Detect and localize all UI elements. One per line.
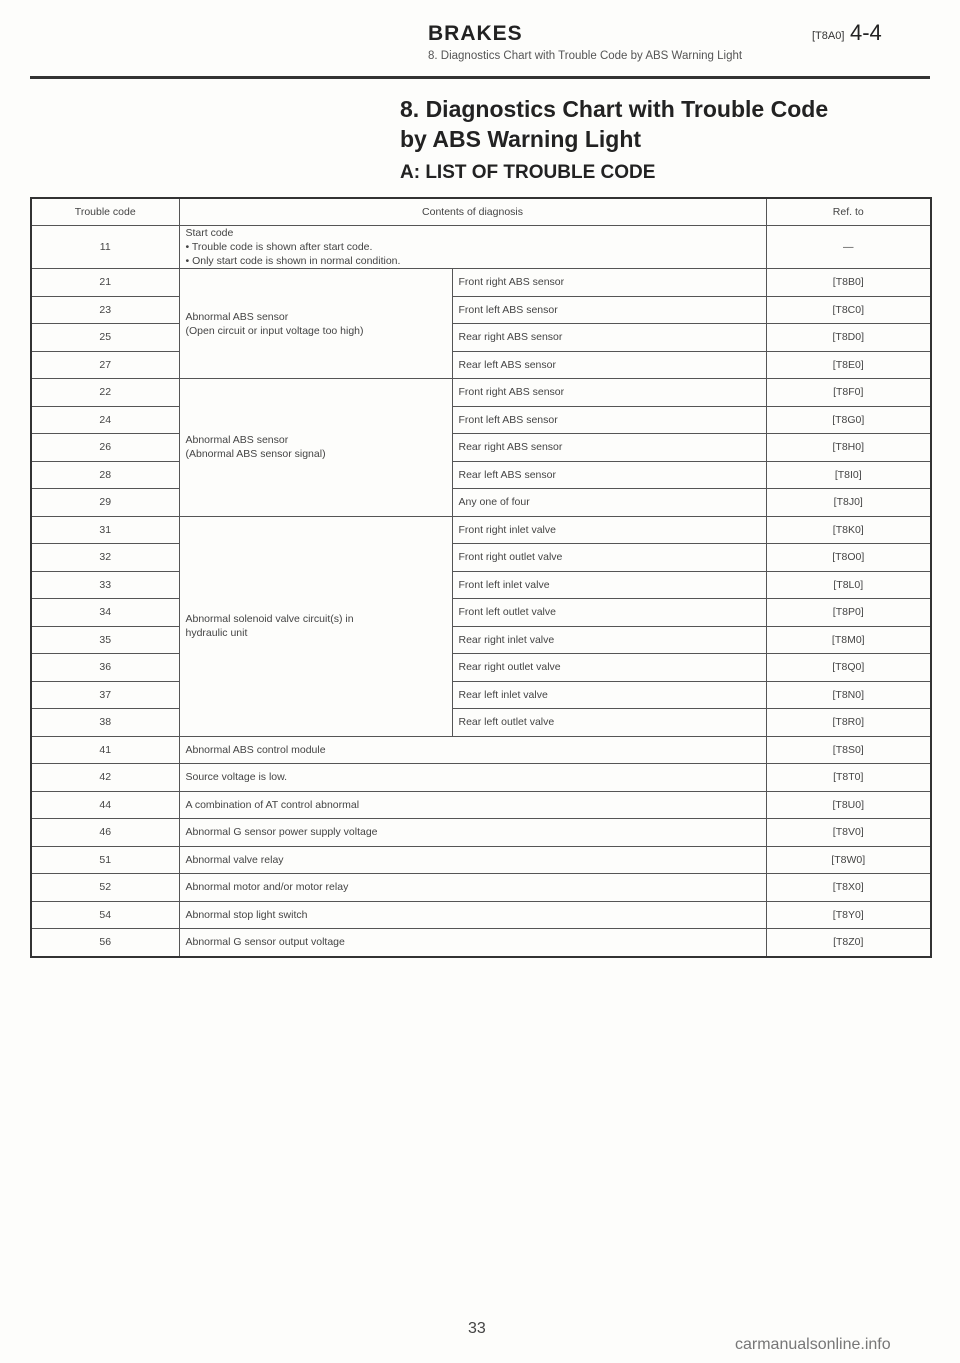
- ref-to: [T8S0]: [766, 736, 931, 764]
- ref-to: [T8D0]: [766, 324, 931, 352]
- group-contents-line: Abnormal ABS sensor: [185, 434, 289, 447]
- diagnosis-item: Front left ABS sensor: [452, 296, 766, 324]
- group-contents: [179, 516, 452, 736]
- ref-to: [T8Z0]: [766, 929, 931, 957]
- ref-to: [T8M0]: [766, 626, 931, 654]
- table-row: [31, 846, 931, 874]
- trouble-code: 38: [31, 709, 179, 737]
- table-row: [31, 379, 931, 407]
- diagnosis-item: Rear right inlet valve: [452, 626, 766, 654]
- trouble-code: 24: [31, 406, 179, 434]
- diagnosis-item: Rear right ABS sensor: [452, 324, 766, 352]
- diagnosis-contents: Abnormal G sensor output voltage: [179, 929, 766, 957]
- table-row: [31, 489, 931, 517]
- diagnosis-item: Front right inlet valve: [452, 516, 766, 544]
- page-number: 33: [468, 1320, 486, 1337]
- trouble-code: 52: [31, 874, 179, 902]
- ref-to: [T8Y0]: [766, 901, 931, 929]
- table-header-row: [31, 198, 931, 226]
- ref-to: [T8N0]: [766, 681, 931, 709]
- table-row: [31, 351, 931, 379]
- header-rule: [30, 76, 930, 79]
- trouble-code: 54: [31, 901, 179, 929]
- table-row: [31, 929, 931, 957]
- trouble-code: 35: [31, 626, 179, 654]
- header-title: BRAKES: [428, 22, 523, 45]
- table-row: [31, 709, 931, 737]
- trouble-code: 22: [31, 379, 179, 407]
- trouble-code: 56: [31, 929, 179, 957]
- ref-to: [T8K0]: [766, 516, 931, 544]
- table-row: [31, 406, 931, 434]
- header-trouble-code: Trouble code: [31, 198, 179, 226]
- trouble-code: 28: [31, 461, 179, 489]
- table-row: [31, 654, 931, 682]
- group-contents-line: Abnormal solenoid valve circuit(s) in: [185, 613, 354, 625]
- page-header: [0, 18, 960, 88]
- ref-to: [T8L0]: [766, 571, 931, 599]
- ref-to: [T8P0]: [766, 599, 931, 627]
- ref-to: [T8G0]: [766, 406, 931, 434]
- diagnosis-item: Rear left ABS sensor: [452, 351, 766, 379]
- table-row: [31, 226, 931, 269]
- table-row: [31, 599, 931, 627]
- table-row: [31, 736, 931, 764]
- diagnosis-item: Front left inlet valve: [452, 571, 766, 599]
- ref-to: [T8Q0]: [766, 654, 931, 682]
- trouble-code: 27: [31, 351, 179, 379]
- diagnosis-contents: Abnormal motor and/or motor relay: [179, 874, 766, 902]
- ref-to: [T8C0]: [766, 296, 931, 324]
- trouble-code: 46: [31, 819, 179, 847]
- ref-to: [T8J0]: [766, 489, 931, 517]
- start-code-line: • Only start code is shown in normal condition.: [185, 255, 401, 267]
- table-row: [31, 296, 931, 324]
- table-row: [31, 791, 931, 819]
- group-contents: [179, 269, 452, 379]
- table-row: [31, 874, 931, 902]
- group-contents-line: hydraulic unit: [185, 627, 248, 639]
- table-row: [31, 819, 931, 847]
- ref-to: [T8R0]: [766, 709, 931, 737]
- ref-to: [T8X0]: [766, 874, 931, 902]
- header-subtitle: 8. Diagnostics Chart with Trouble Code by ABS Warning Light: [428, 50, 743, 62]
- ref-to: [T8I0]: [766, 461, 931, 489]
- header-ref: [T8A0]: [812, 30, 845, 42]
- section-title: [400, 94, 828, 154]
- table-row: [31, 764, 931, 792]
- trouble-code: 21: [31, 269, 179, 297]
- diagnosis-item: Front right ABS sensor: [452, 269, 766, 297]
- table-row: [31, 571, 931, 599]
- start-code-line: Start code: [185, 227, 234, 239]
- diagnosis-contents: Abnormal valve relay: [179, 846, 766, 874]
- header-page: 4-4: [850, 20, 882, 45]
- trouble-code: 51: [31, 846, 179, 874]
- table-row: [31, 544, 931, 572]
- diagnosis-contents: A combination of AT control abnormal: [179, 791, 766, 819]
- diagnosis-contents: Source voltage is low.: [179, 764, 766, 792]
- table-row: [31, 901, 931, 929]
- trouble-code: 44: [31, 791, 179, 819]
- ref-to: —: [766, 226, 931, 269]
- group-contents-line: (Open circuit or input voltage too high): [185, 324, 364, 337]
- trouble-code: 32: [31, 544, 179, 572]
- diagnosis-item: Front left ABS sensor: [452, 406, 766, 434]
- table-row: [31, 269, 931, 297]
- group-contents-line: (Abnormal ABS sensor signal): [185, 448, 326, 461]
- trouble-code: 37: [31, 681, 179, 709]
- table-row: [31, 626, 931, 654]
- ref-to: [T8U0]: [766, 791, 931, 819]
- start-code-line: • Trouble code is shown after start code.: [185, 241, 373, 253]
- trouble-code: 41: [31, 736, 179, 764]
- diagnosis-item: Front left outlet valve: [452, 599, 766, 627]
- ref-to: [T8F0]: [766, 379, 931, 407]
- table-row: [31, 324, 931, 352]
- ref-to: [T8H0]: [766, 434, 931, 462]
- ref-to: [T8W0]: [766, 846, 931, 874]
- ref-to: [T8E0]: [766, 351, 931, 379]
- trouble-code-table: [30, 197, 932, 958]
- trouble-code: 29: [31, 489, 179, 517]
- diagnosis-item: Rear left outlet valve: [452, 709, 766, 737]
- trouble-code: 11: [31, 226, 179, 269]
- table-row: [31, 516, 931, 544]
- table-row: [31, 461, 931, 489]
- diagnosis-item: Front right outlet valve: [452, 544, 766, 572]
- subsection-title: A: LIST OF TROUBLE CODE: [400, 162, 656, 183]
- diagnosis-contents: Abnormal ABS control module: [179, 736, 766, 764]
- trouble-code: 23: [31, 296, 179, 324]
- trouble-code: 33: [31, 571, 179, 599]
- diagnosis-item: Rear left inlet valve: [452, 681, 766, 709]
- group-contents: [179, 379, 452, 517]
- section-title-line1: 8. Diagnostics Chart with Trouble Code: [400, 96, 829, 122]
- table-row: [31, 434, 931, 462]
- table-row: [31, 681, 931, 709]
- header-ref-to: Ref. to: [766, 198, 931, 226]
- trouble-code: 36: [31, 654, 179, 682]
- diagnosis-item: Front right ABS sensor: [452, 379, 766, 407]
- start-code-contents: [179, 226, 766, 269]
- ref-to: [T8V0]: [766, 819, 931, 847]
- watermark: carmanualsonline.info: [735, 1336, 891, 1353]
- diagnosis-item: Rear right outlet valve: [452, 654, 766, 682]
- diagnosis-contents: Abnormal stop light switch: [179, 901, 766, 929]
- diagnosis-contents: Abnormal G sensor power supply voltage: [179, 819, 766, 847]
- group-contents-line: Abnormal ABS sensor: [185, 310, 289, 323]
- ref-to: [T8O0]: [766, 544, 931, 572]
- trouble-code: 42: [31, 764, 179, 792]
- ref-to: [T8T0]: [766, 764, 931, 792]
- trouble-code: 25: [31, 324, 179, 352]
- header-contents: Contents of diagnosis: [179, 198, 766, 226]
- trouble-code: 26: [31, 434, 179, 462]
- section-title-line2: by ABS Warning Light: [400, 126, 642, 152]
- diagnosis-item: Rear left ABS sensor: [452, 461, 766, 489]
- diagnosis-item: Rear right ABS sensor: [452, 434, 766, 462]
- ref-to: [T8B0]: [766, 269, 931, 297]
- trouble-code: 31: [31, 516, 179, 544]
- diagnosis-item: Any one of four: [452, 489, 766, 517]
- trouble-code: 34: [31, 599, 179, 627]
